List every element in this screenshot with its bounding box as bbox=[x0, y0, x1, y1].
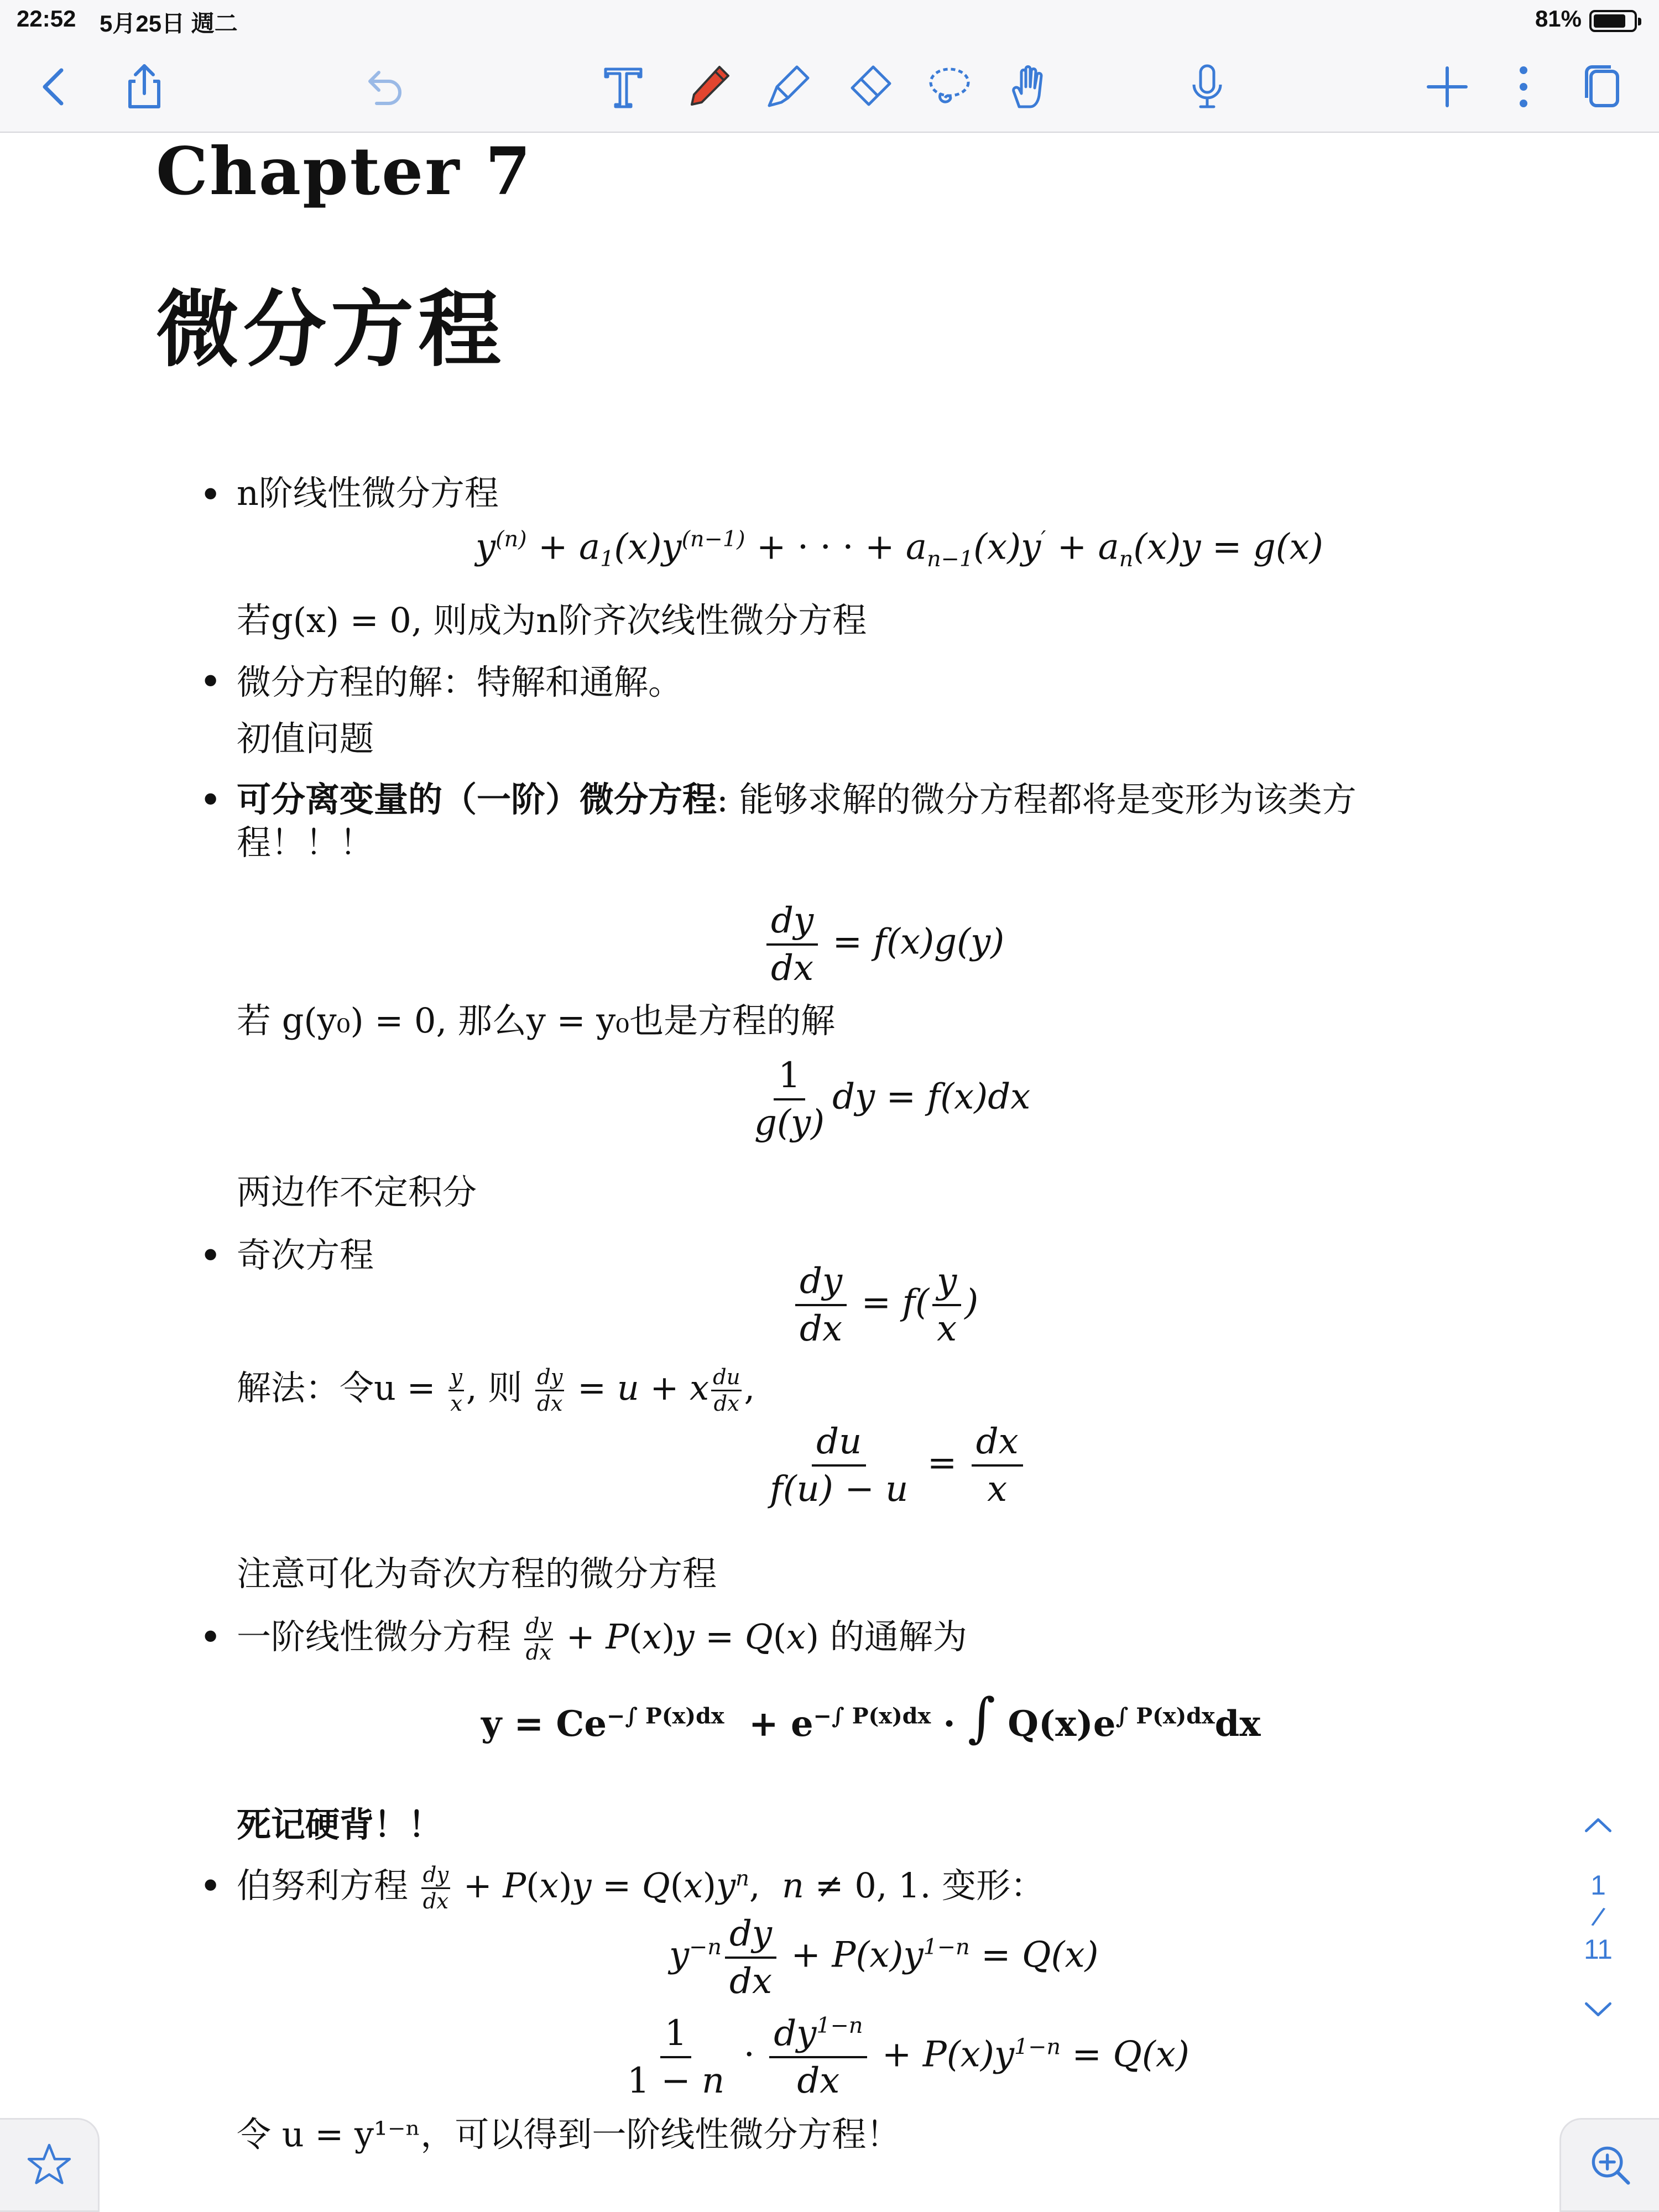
status-time: 22:52 bbox=[17, 6, 76, 32]
section-heading bbox=[237, 772, 1357, 821]
section-heading: 微分方程的解：特解和通解。 bbox=[237, 662, 683, 702]
battery-icon bbox=[1589, 10, 1637, 32]
pen-icon[interactable] bbox=[678, 56, 739, 117]
equation-bernoulli-1: $y^{-n}$ $\frac{dy}{dx}$ + $P(x)y^{1-n} = Q(x)$ bbox=[669, 1913, 1099, 2002]
favorite-button[interactable] bbox=[0, 2118, 100, 2212]
chapter-label: Chapter 7 bbox=[156, 133, 533, 210]
method-prefix: 解法：令u = bbox=[237, 1368, 447, 1408]
section-note: 两边作不定积分 bbox=[237, 1172, 477, 1212]
lasso-icon[interactable] bbox=[918, 56, 979, 117]
microphone-icon[interactable] bbox=[1177, 56, 1238, 117]
heading-suffix: 变形： bbox=[931, 1865, 1045, 1906]
section-note: 令 u = y¹⁻ⁿ，可以得到一阶线性微分方程！ bbox=[237, 2114, 901, 2154]
bullet-dot: • bbox=[199, 1233, 222, 1279]
equation-homogeneous: $\frac{dy}{dx}$ = f( $\frac{y}{x}$ ) bbox=[792, 1261, 978, 1349]
equation-linear-nth-order: $y^{(n)} + a_1(x)y^{(n-1)}$ + · · · + $a_{n-1}(x)y' + a_n(x)y = g(x)$ bbox=[476, 526, 1323, 572]
battery-percent: 81% bbox=[1535, 6, 1582, 32]
pages-icon[interactable] bbox=[1572, 56, 1632, 117]
total-pages: 11 bbox=[1584, 1934, 1613, 1965]
page-title: 微分方程 bbox=[156, 281, 506, 378]
method-mid: , 则 bbox=[466, 1368, 534, 1408]
section-note: 初值问题 bbox=[237, 718, 374, 759]
more-icon[interactable] bbox=[1493, 56, 1554, 117]
text-tool-icon[interactable] bbox=[593, 56, 654, 117]
section-note: 若g(x) = 0, 则成为n阶齐次线性微分方程 bbox=[237, 600, 867, 640]
section-note: 注意可化为奇次方程的微分方程 bbox=[237, 1553, 717, 1594]
document-page[interactable] bbox=[0, 133, 1659, 2212]
heading-prefix: 伯努利方程 bbox=[237, 1865, 419, 1906]
zoom-button[interactable] bbox=[1559, 2118, 1659, 2212]
zoom-in-icon bbox=[1585, 2140, 1635, 2190]
equation-bernoulli-2: $\frac{1}{1 - n}$ · $\frac{dy^{1-n}}{dx}$ + $P(x)y^{1-n} = Q(x)$ bbox=[627, 2013, 1190, 2102]
share-icon[interactable] bbox=[114, 56, 175, 117]
section-heading-rest: : 能够求解的微分方程都将是变形为该类方 bbox=[717, 779, 1357, 820]
bullet-dot: • bbox=[199, 1615, 222, 1660]
star-icon bbox=[24, 2140, 74, 2190]
section-heading-cont: 程！！！ bbox=[237, 822, 374, 863]
status-date: 5月25日 週二 bbox=[100, 11, 238, 36]
section-heading-bold: 可分离变量的（一阶）微分方程 bbox=[237, 779, 717, 820]
bullet-dot: • bbox=[199, 1864, 222, 1909]
heading-suffix: 的通解为 bbox=[819, 1616, 967, 1657]
eraser-icon[interactable] bbox=[838, 56, 899, 117]
hand-tool-icon[interactable] bbox=[998, 56, 1058, 117]
status-bar bbox=[0, 0, 1659, 40]
section-note: 若 g(y₀) = 0, 那么y = y₀也是方程的解 bbox=[237, 1000, 836, 1041]
back-chevron-icon[interactable] bbox=[24, 56, 85, 117]
undo-icon[interactable] bbox=[352, 56, 413, 117]
current-page: 1 bbox=[1590, 1870, 1606, 1901]
bullet-dot: • bbox=[199, 659, 222, 705]
page-separator: / bbox=[1589, 1901, 1608, 1933]
equation-substitution: $\frac{du}{f(u) - u}$ = $\frac{dx}{x}$ bbox=[762, 1421, 1026, 1510]
equation-general-solution: $y = Ce^{-\int P(x)dx} + e^{-\int P(x)dx}$ · ∫ $Q(x)e^{\int P(x)dx}dx$ bbox=[481, 1687, 1261, 1749]
section-note-emphasis: 死记硬背！！ bbox=[237, 1804, 443, 1845]
section-heading: 伯努利方程 $\frac{dy}{dx}$ + $P(x)y = Q(x)y^n$, n ≠ 0, 1. 变形： bbox=[237, 1863, 1045, 1914]
equation-separable: $\frac{dy}{dx}$ = f(x)g(y) bbox=[763, 900, 1004, 989]
plus-icon[interactable] bbox=[1417, 56, 1478, 117]
section-heading: n阶线性微分方程 bbox=[237, 473, 499, 513]
page-navigator bbox=[1559, 1803, 1637, 2032]
bullet-dot: • bbox=[199, 778, 222, 823]
section-heading: 一阶线性微分方程 $\frac{dy}{dx}$ + P(x)y = Q(x) 的通解为 bbox=[237, 1614, 967, 1666]
page-up-chevron-icon[interactable] bbox=[1559, 1803, 1637, 1847]
equation-separated: $\frac{1}{g(y)}$ dy = f(x)dx bbox=[754, 1055, 1031, 1144]
bullet-dot: • bbox=[199, 472, 222, 518]
highlighter-icon[interactable] bbox=[758, 56, 818, 117]
section-method: 解法：令u = $\frac{y}{x}$ , 则 $\frac{dy}{dx}$ = u + x $\frac{du}{dx}$ , bbox=[237, 1365, 755, 1417]
page-down-chevron-icon[interactable] bbox=[1559, 1987, 1637, 2032]
section-heading: 奇次方程 bbox=[237, 1235, 374, 1275]
heading-prefix: 一阶线性微分方程 bbox=[237, 1616, 522, 1657]
toolbar bbox=[0, 40, 1659, 133]
